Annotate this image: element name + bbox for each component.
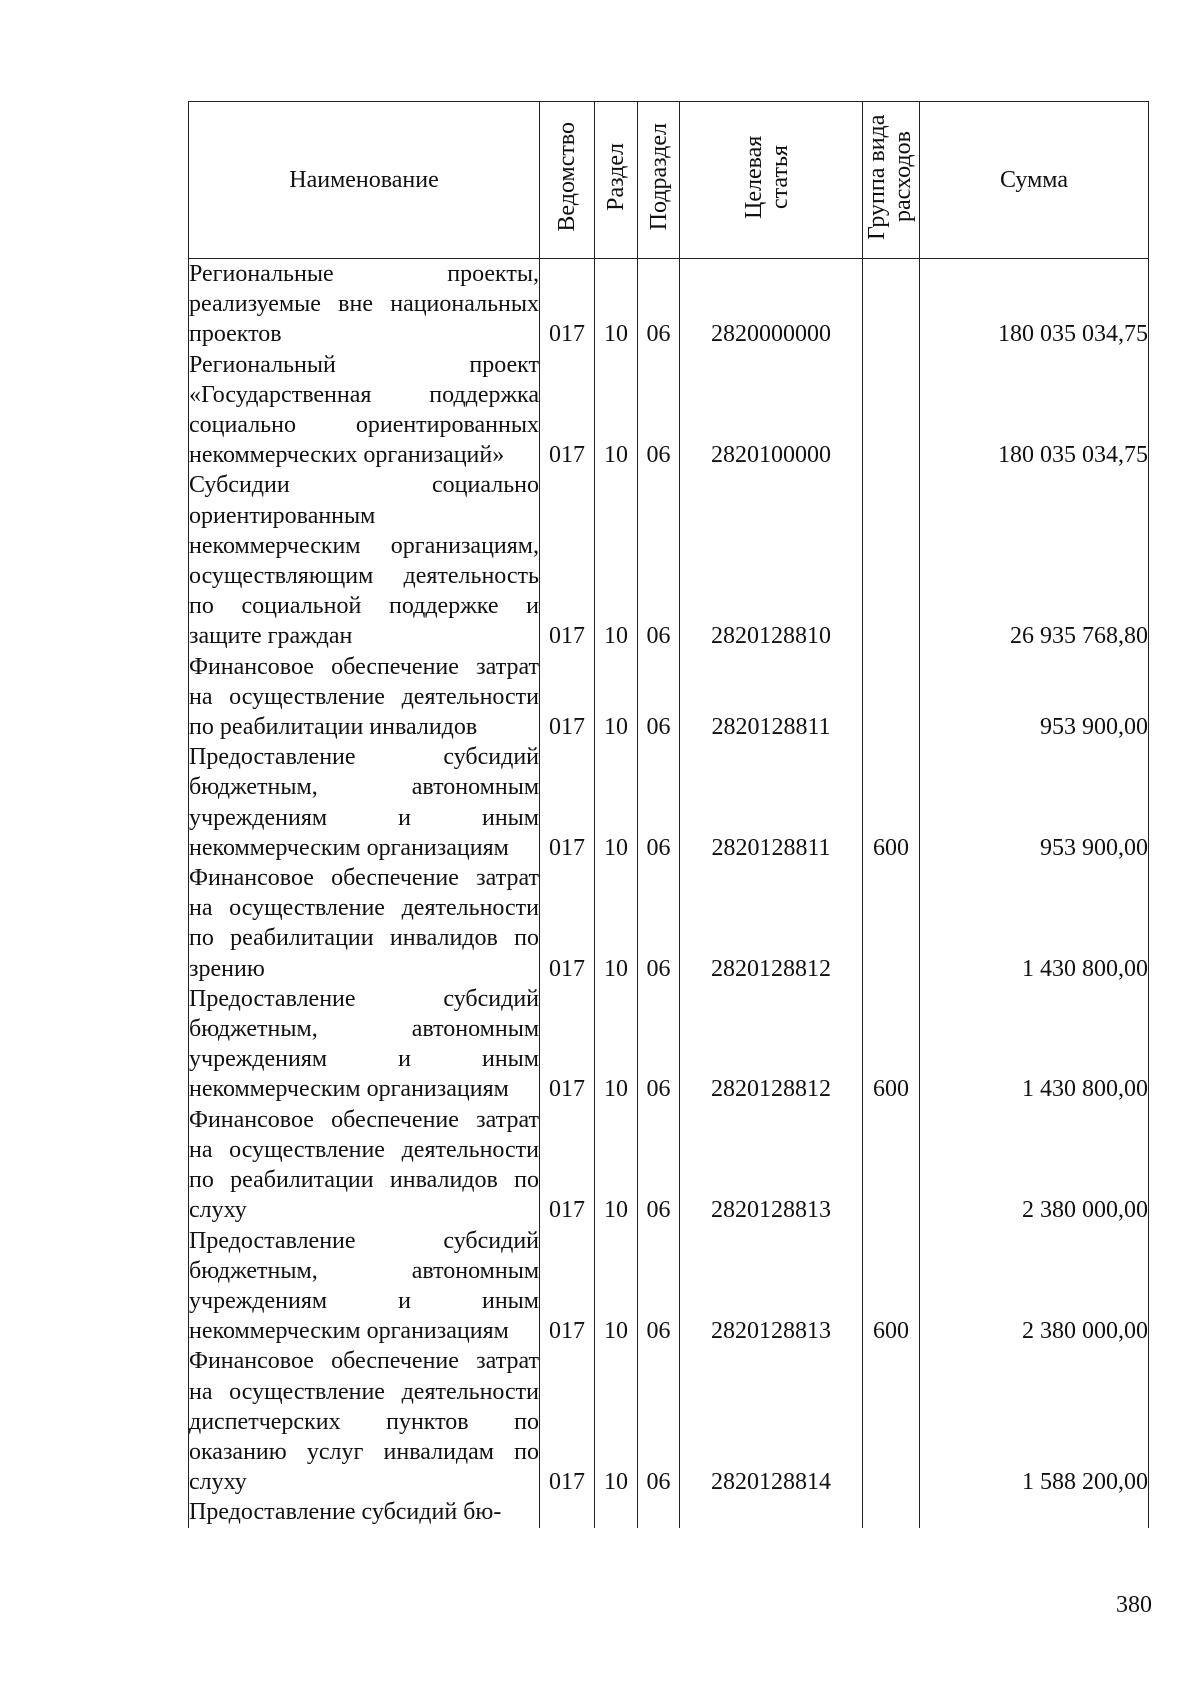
cell-target: 2820100000 [680,350,863,471]
cell-dept: 017 [540,1226,595,1347]
cell-name: Финансовое обеспечение затрат на осуществление деятельности по реабилитации инвалидов по слуху [189,1105,540,1226]
cell-subsection: 06 [638,259,680,350]
header-dept [540,102,595,259]
cell-name: Региональный проект «Государственная поддержка социально ориентированных некоммерческих организаций» [189,350,540,471]
cell-expense-group [863,350,920,471]
cell-dept: 017 [540,742,595,863]
cell-name: Предоставление субсидий бюджетным, автономным учреждениям и иным некоммерческим организациям [189,984,540,1105]
cell-amount: 1 430 800,00 [920,984,1149,1105]
header-expense-group [863,102,920,259]
header-amount [920,102,1149,259]
cell-subsection: 06 [638,1105,680,1226]
cell-amount: 180 035 034,75 [920,350,1149,471]
header-section [595,102,638,259]
cell-name: Предоставление субсидий бю- [189,1497,540,1527]
cell-dept: 017 [540,652,595,743]
table-header-row [189,102,1149,259]
cell-expense-group [863,1346,920,1497]
cell-subsection: 06 [638,350,680,471]
cell-amount: 953 900,00 [920,652,1149,743]
cell-subsection: 06 [638,652,680,743]
table-row [189,470,1149,651]
cell-name: Финансовое обеспечение затрат на осуществление деятельности по реабилитации инвалидов по зрению [189,863,540,984]
cell-target: 2820128812 [680,863,863,984]
header-dept-label: Ведомство [554,122,580,232]
cell-section [595,1497,638,1527]
cell-subsection: 06 [638,863,680,984]
table-row [189,984,1149,1105]
page-number: 380 [1116,1592,1152,1618]
table-row [189,742,1149,863]
header-section-label: Раздел [603,143,629,211]
cell-amount: 26 935 768,80 [920,470,1149,651]
cell-subsection: 06 [638,1346,680,1497]
cell-expense-group [863,1497,920,1527]
cell-subsection: 06 [638,470,680,651]
cell-subsection [638,1497,680,1527]
cell-amount: 1 588 200,00 [920,1346,1149,1497]
cell-expense-group [863,652,920,743]
cell-amount: 180 035 034,75 [920,259,1149,350]
cell-expense-group [863,259,920,350]
cell-dept: 017 [540,350,595,471]
cell-target: 2820000000 [680,259,863,350]
cell-target: 2820128811 [680,742,863,863]
header-amount-label: Сумма [1000,167,1068,193]
cell-name: Субсидии социально ориентированным некоммерческим организациям, осуществляющим деятельность по социальной поддержке и защите граждан [189,470,540,651]
cell-expense-group: 600 [863,742,920,863]
table-row [189,863,1149,984]
cell-name: Финансовое обеспечение затрат на осуществление деятельности по реабилитации инвалидов [189,652,540,743]
cell-amount: 1 430 800,00 [920,863,1149,984]
budget-table [188,101,1149,1528]
cell-target [680,1497,863,1527]
cell-section: 10 [595,1346,638,1497]
cell-dept: 017 [540,259,595,350]
cell-dept: 017 [540,1346,595,1497]
cell-target: 2820128811 [680,652,863,743]
table-body [189,259,1149,1528]
cell-section: 10 [595,470,638,651]
cell-section: 10 [595,742,638,863]
cell-name: Региональные проекты, реализуемые вне национальных проектов [189,259,540,350]
cell-dept: 017 [540,863,595,984]
cell-expense-group [863,863,920,984]
cell-amount: 2 380 000,00 [920,1105,1149,1226]
cell-section: 10 [595,984,638,1105]
cell-dept: 017 [540,984,595,1105]
cell-expense-group: 600 [863,1226,920,1347]
cell-section: 10 [595,350,638,471]
cell-expense-group: 600 [863,984,920,1105]
cell-name: Финансовое обеспечение затрат на осуществление деятельности диспетчерских пунктов по оказанию услуг инвалидам по слуху [189,1346,540,1497]
cell-subsection: 06 [638,1226,680,1347]
cell-dept: 017 [540,470,595,651]
table-row [189,1226,1149,1347]
table-row [189,1105,1149,1226]
cell-target: 2820128810 [680,470,863,651]
cell-name: Предоставление субсидий бюджетным, автономным учреждениям и иным некоммерческим организациям [189,1226,540,1347]
header-name [189,102,540,259]
cell-dept: 017 [540,1105,595,1226]
cell-expense-group [863,470,920,651]
cell-subsection: 06 [638,984,680,1105]
cell-section: 10 [595,259,638,350]
cell-amount [920,1497,1149,1527]
header-name-label: Наименование [289,167,439,193]
table-row [189,1346,1149,1497]
header-subsection [638,102,680,259]
cell-section: 10 [595,652,638,743]
cell-target: 2820128813 [680,1105,863,1226]
header-target-label: Целевая статья [741,135,793,219]
table-row [189,350,1149,471]
cell-name: Предоставление субсидий бюджетным, автономным учреждениям и иным некоммерческим организациям [189,742,540,863]
cell-expense-group [863,1105,920,1226]
table-row [189,652,1149,743]
cell-section: 10 [595,863,638,984]
cell-section: 10 [595,1105,638,1226]
cell-subsection: 06 [638,742,680,863]
header-target [680,102,863,259]
cell-section: 10 [595,1226,638,1347]
cell-target: 2820128812 [680,984,863,1105]
cell-target: 2820128813 [680,1226,863,1347]
cell-amount: 953 900,00 [920,742,1149,863]
table-row [189,1497,1149,1527]
cell-amount: 2 380 000,00 [920,1226,1149,1347]
header-subsection-label: Подраздел [645,123,672,231]
cell-dept [540,1497,595,1527]
cell-target: 2820128814 [680,1346,863,1497]
table-row [189,259,1149,350]
header-expense-group-label: Группа вида расходов [864,114,916,240]
